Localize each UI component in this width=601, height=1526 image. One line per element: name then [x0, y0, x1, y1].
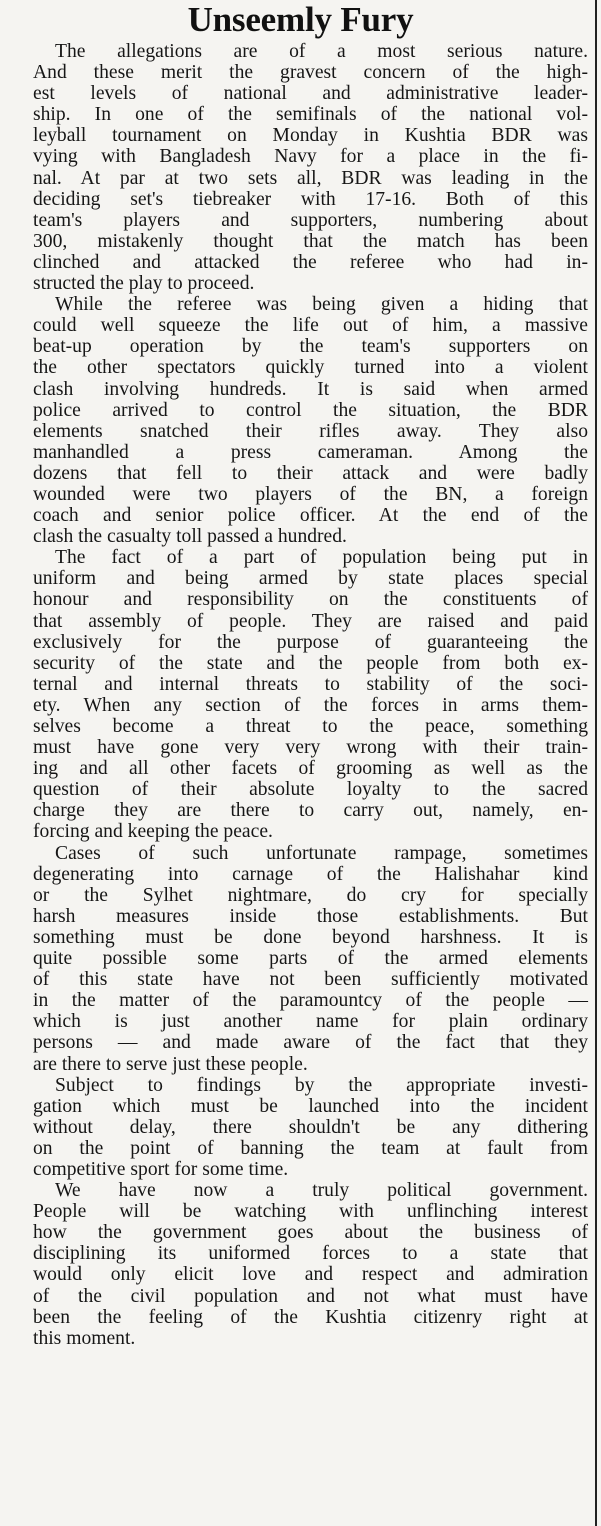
text-line: charge they are there to carry out, namely, en- — [33, 800, 588, 822]
text-line: People will be watching with unflinching interest — [33, 1201, 588, 1223]
text-line: would only elicit love and respect and admiration — [33, 1264, 588, 1286]
text-line: disciplining its uniformed forces to a state that — [33, 1243, 588, 1265]
article-paragraph — [33, 1075, 588, 1180]
text-line: question of their absolute loyalty to the sacred — [33, 779, 588, 801]
text-line: persons — and made aware of the fact that they — [33, 1032, 588, 1054]
text-line: of this state have not been sufficiently motivated — [33, 969, 588, 991]
text-line: coach and senior police officer. At the end of the — [33, 505, 588, 527]
text-line: selves become a threat to the peace, something — [33, 716, 588, 737]
text-line: While the referee was being given a hiding that — [55, 294, 588, 316]
text-line: could well squeeze the life out of him, a massive — [33, 315, 588, 337]
text-line: team's players and supporters, numbering about — [33, 209, 588, 231]
text-line: beat-up operation by the team's supporters on — [33, 336, 588, 358]
text-line: Cases of such unfortunate rampage, sometimes — [55, 842, 588, 864]
text-line: est levels of national and administrative leader- — [33, 83, 588, 105]
text-line: The fact of a part of population being put in — [55, 547, 588, 569]
text-line: how the government goes about the business of — [33, 1222, 588, 1244]
text-line: leyball tournament on Monday in Kushtia BDR was — [33, 125, 588, 147]
text-line: security of the state and the people from both ex- — [33, 652, 588, 674]
text-line: forcing and keeping the peace. — [33, 821, 273, 843]
article-paragraph — [33, 1180, 588, 1349]
column-rule — [595, 0, 597, 1526]
text-line: must have gone very very wrong with their train- — [33, 737, 588, 759]
article-title: Unseemly Fury — [187, 0, 414, 39]
text-line: 300, mistakenly thought that the match has been — [33, 230, 588, 252]
text-line: been the feeling of the Kushtia citizenry right at — [33, 1306, 588, 1328]
text-line: that assembly of people. They are raised and paid — [33, 610, 588, 632]
text-line: something must be done beyond harshness. It is — [33, 926, 588, 948]
text-line: ety. When any section of the forces in arms them- — [33, 694, 588, 716]
article-paragraph — [33, 41, 588, 294]
text-line: quite possible some parts of the armed elements — [33, 948, 588, 970]
text-line: honour and responsibility on the constituents of — [33, 589, 588, 611]
text-line: wounded were two players of the BN, a foreign — [33, 483, 588, 505]
text-line: And these merit the gravest concern of the high- — [33, 62, 588, 84]
text-line: on the point of banning the team at fault from — [33, 1137, 588, 1159]
text-line: dozens that fell to their attack and were badly — [33, 462, 588, 484]
article-body — [33, 41, 588, 1349]
text-line: ship. In one of the semifinals of the national vol- — [33, 104, 588, 126]
text-line: structed the play to proceed. — [33, 273, 255, 295]
article-paragraph — [33, 294, 588, 547]
text-line: clash involving hundreds. It is said when armed — [33, 378, 588, 400]
text-line: nal. At par at two sets all, BDR was leading in the — [33, 167, 588, 189]
text-line: clash the casualty toll passed a hundred. — [33, 526, 347, 548]
text-line: We have now a truly political government. — [55, 1180, 588, 1202]
text-line: vying with Bangladesh Navy for a place in the fi- — [33, 146, 588, 168]
text-line: ing and all other facets of grooming as well as the — [33, 758, 588, 780]
text-line: degenerating into carnage of the Halishahar kind — [33, 863, 588, 885]
text-line: this moment. — [33, 1327, 136, 1349]
text-line: or the Sylhet nightmare, do cry for specially — [33, 884, 588, 906]
text-line: ternal and internal threats to stability of the soci- — [33, 673, 588, 695]
text-line: gation which must be launched into the incident — [33, 1095, 588, 1117]
text-line: without delay, there shouldn't be any dithering — [33, 1116, 588, 1138]
text-line: manhandled a press cameraman. Among the — [33, 441, 588, 463]
text-line: clinched and attacked the referee who had in- — [33, 251, 588, 273]
text-line: harsh measures inside those establishments. But — [33, 905, 588, 927]
text-line: police arrived to control the situation, the BDR — [33, 399, 588, 421]
text-line: exclusively for the purpose of guaranteeing the — [33, 631, 588, 653]
article-paragraph — [33, 843, 588, 1075]
article-paragraph — [33, 547, 588, 842]
text-line: Subject to findings by the appropriate investi- — [55, 1074, 588, 1096]
text-line: which is just another name for plain ordinary — [33, 1011, 588, 1033]
text-line: competitive sport for some time. — [33, 1158, 289, 1180]
text-line: The allegations are of a most serious nature. — [55, 41, 588, 62]
text-line: elements snatched their rifles away. They also — [33, 420, 588, 442]
text-line: in the matter of the paramountcy of the people — — [33, 990, 588, 1012]
text-line: uniform and being armed by state places special — [33, 568, 588, 590]
text-line: the other spectators quickly turned into a violent — [33, 357, 588, 379]
text-line: deciding set's tiebreaker with 17-16. Both of this — [33, 188, 588, 210]
text-line: are there to serve just these people. — [33, 1053, 308, 1075]
text-line: of the civil population and not what must have — [33, 1285, 588, 1307]
